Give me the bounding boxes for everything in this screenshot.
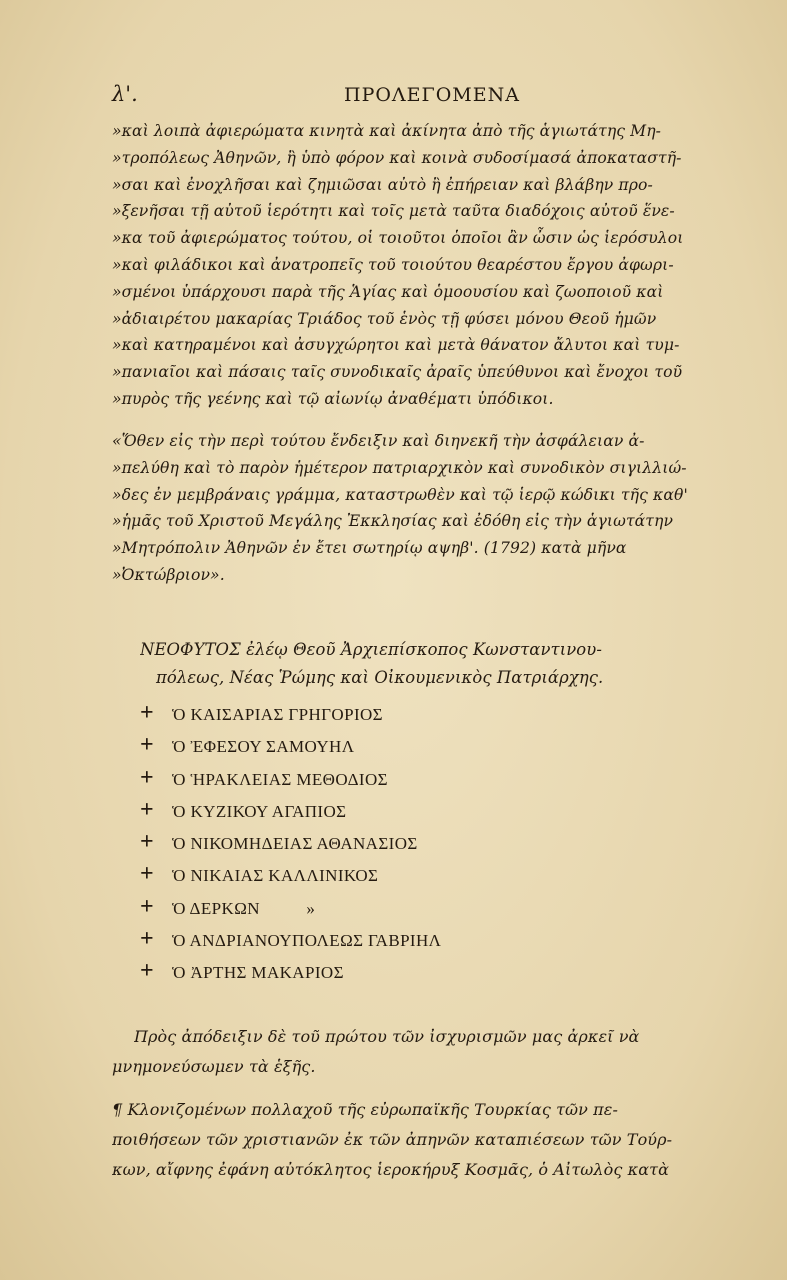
text-line: »καὶ φιλάδικοι καὶ ἀνατροπεῖς τοῦ τοιούτου θεαρέστου ἔργου ἀφωρι- [112,255,674,274]
paragraph-issuance [112,428,704,589]
cross-icon: + [140,958,154,985]
cross-icon: + [140,700,154,726]
text-line: »Μητρόπολιν Ἀθηνῶν ἐν ἔτει σωτηρίῳ αψηβ'. (1792) κατὰ μῆνα [112,539,627,558]
text-line: ¶ Κλονιζομένων πολλαχοῦ τῆς εὐρωπαϊκῆς Τουρκίας τῶν πε- [112,1100,618,1119]
text-line: πόλεως, Νέας Ῥώμης καὶ Οἰκουμενικὸς Πατριάρχης. [156,668,604,687]
signatory-row [140,891,680,923]
text-line: »κα τοῦ ἀφιερώματος τούτου, οἱ τοιοῦτοι ὁποῖοι ἂν ὦσιν ὡς ἱερόσυλοι [112,229,684,248]
signatory-row [140,923,680,955]
text-line: »Ὀκτώβριον». [112,565,225,584]
running-title: ΠΡΟΛΕΓΟΜΕΝΑ [344,84,520,106]
text-line: »καὶ κατηραμένοι καὶ ἀσυγχώρητοι καὶ μετὰ θάνατον ἄλυτοι καὶ τυμ- [112,336,680,355]
text-line: »καὶ λοιπὰ ἀφιερώματα κινητὰ καὶ ἀκίνητα ἀπὸ τῆς ἁγιωτάτης Μη- [112,122,662,140]
text-line: »τροπόλεως Ἀθηνῶν, ἢ ὑπὸ φόρον καὶ κοινὰ συδοσίμασά ἀποκαταστῆ- [112,148,682,167]
cross-icon: + [140,796,154,823]
signatory-name: Ὁ ΝΙΚΟΜΗΔΕΙΑΣ ΑΘΑΝΑΣΙΟΣ [172,834,418,854]
signatory-row [140,762,680,794]
signatory-name: Ὁ ἘΦΕΣΟΥ ΣΑΜΟΥΗΛ [172,737,355,757]
signatory-name: Ὁ ἈΡΤΗΣ ΜΑΚΑΡΙΟΣ [172,963,344,983]
signatory-row [140,729,680,761]
signatory-name: Ὁ ΑΝΔΡΙΑΝΟΥΠΟΛΕΩΣ ΓΑΒΡΙΗΛ [172,931,442,951]
patriarch-signature-heading [140,636,700,692]
text-line: »ἀδιαιρέτου μακαρίας Τριάδος τοῦ ἑνὸς τῇ φύσει μόνου Θεοῦ ἡμῶν [112,309,657,328]
signatory-name: Ὁ ΚΥΖΙΚΟΥ ΑΓΑΠΙΟΣ [172,801,347,821]
text-line: »πυρὸς τῆς γεένης καὶ τῷ αἰωνίῳ ἀναθέματι ὑπόδικοι. [112,389,554,408]
page-header [112,82,702,112]
cross-icon: + [140,829,154,856]
cross-icon: + [140,861,154,888]
text-line: »ἡμᾶς τοῦ Χριστοῦ Μεγάλης Ἐκκλησίας καὶ ἐδόθη εἰς τὴν ἁγιωτάτην [112,512,674,531]
signatory-row [140,794,680,826]
text-line: »πελύθη καὶ τὸ παρὸν ἡμέτερον πατριαρχικὸν καὶ συνοδικὸν σιγιλλιώ- [112,458,687,477]
text-line: »πανιαῖοι καὶ πάσαις ταῖς συνοδικαῖς ἀραῖς ὑπεύθυνοι καὶ ἔνοχοι τοῦ [112,363,683,382]
signatory-name: Ὁ ΝΙΚΑΙΑΣ ΚΑΛΛΙΝΙΚΟΣ [172,866,379,886]
cross-icon: + [140,764,154,791]
signatory-row [140,697,680,729]
text-line: ποιθήσεων τῶν χριστιανῶν ἐκ τῶν ἀπηνῶν καταπιέσεων τῶν Τούρ- [112,1130,673,1149]
signatory-row [140,858,680,890]
text-line: κων, αἴφνης ἐφάνη αὐτόκλητος ἱεροκήρυξ Κοσμᾶς, ὁ Αἰτωλὸς κατὰ [112,1160,670,1179]
text-line: Πρὸς ἀπόδειξιν δὲ τοῦ πρώτου τῶν ἰσχυρισμῶν μας ἀρκεῖ νὰ [134,1027,640,1046]
paragraph-decree-continuation [112,118,704,413]
text-line: μνημονεύσωμεν τὰ ἑξῆς. [112,1057,316,1076]
text-line: »σαι καὶ ἐνοχλῆσαι καὶ ζημιῶσαι αὐτὸ ἢ ἐπήρειαν καὶ βλάβην προ- [112,175,653,194]
paragraph-kosmas [112,1095,704,1185]
text-line: «Ὅθεν εἰς τὴν περὶ τούτου ἔνδειξιν καὶ διηνεκῆ τὴν ἀσφάλειαν ἀ- [112,432,645,450]
signatory-name: Ὁ ἩΡΑΚΛΕΙΑΣ ΜΕΘΟΔΙΟΣ [172,769,388,789]
cross-icon: + [140,732,154,759]
signatory-name: Ὁ ΔΕΡΚΩΝ » [172,898,316,918]
signatory-row [140,955,680,987]
paragraph-proof-intro [112,1022,704,1082]
page-number: λ'. [112,82,138,106]
signatory-name: Ὁ ΚΑΙΣΑΡΙΑΣ ΓΡΗΓΟΡΙΟΣ [172,705,383,724]
text-line: »ξενῆσαι τῇ αὐτοῦ ἱερότητι καὶ τοῖς μετὰ ταῦτα διαδόχοις αὐτοῦ ἕνε- [112,202,675,221]
text-line: ΝΕΟΦΥΤΟΣ ἐλέῳ Θεοῦ Ἀρχιεπίσκοπος Κωνσταντινου- [140,640,602,659]
cross-icon: + [140,926,154,953]
cross-icon: + [140,893,154,920]
text-line: »δες ἐν μεμβράναις γράμμα, καταστρωθὲν καὶ τῷ ἱερῷ κώδικι τῆς καθ' [112,485,688,504]
signatory-list [140,697,680,988]
text-line: »σμένοι ὑπάρχουσι παρὰ τῆς Ἁγίας καὶ ὁμοουσίου καὶ ζωοποιοῦ καὶ [112,282,664,301]
signatory-row [140,826,680,858]
